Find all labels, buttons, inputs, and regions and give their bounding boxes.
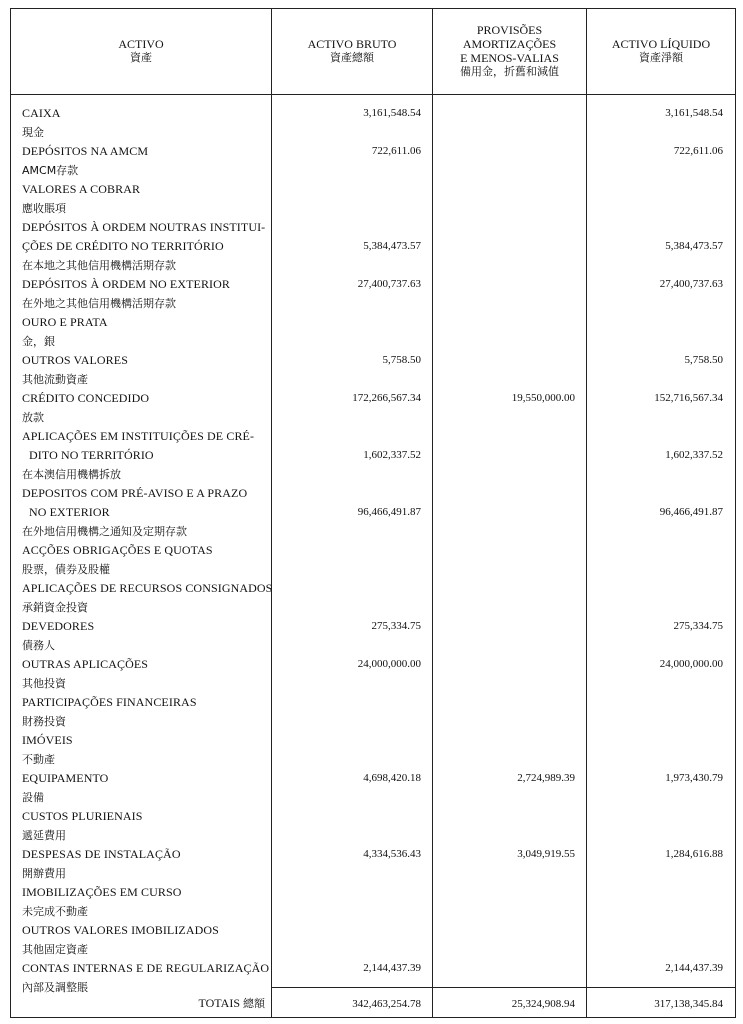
row-label-zh: 現金	[22, 126, 44, 139]
row-label-pt: DEVEDORES	[22, 619, 95, 633]
row-label	[22, 579, 273, 617]
row-provisoes: 3,049,919.55	[517, 848, 575, 860]
row-label-zh: 不動產	[22, 753, 55, 766]
row-label-zh: 未完成不動產	[22, 905, 88, 918]
row-label-zh: 在外地信用機構之通知及定期存款	[22, 525, 187, 538]
row-label	[22, 180, 270, 218]
table-row	[0, 617, 743, 655]
row-label-zh: 放款	[22, 411, 44, 424]
row-activo-liquido: 152,716,567.34	[654, 392, 723, 404]
row-label-pt: PARTICIPAÇÕES FINANCEIRAS	[22, 695, 197, 709]
header-prov-pt-2: AMORTIZAÇÕES	[462, 37, 557, 51]
row-label-pt: VALORES A COBRAR	[22, 182, 141, 196]
row-label-pt: DITO NO TERRITÓRIO	[29, 448, 154, 462]
table-border-bottom	[10, 1017, 736, 1018]
row-label	[22, 541, 270, 579]
row-activo-liquido: 5,758.50	[684, 354, 723, 366]
table-row	[0, 845, 743, 883]
table-row	[0, 731, 743, 769]
row-activo-bruto: 24,000,000.00	[357, 658, 421, 670]
row-activo-bruto: 4,334,536.43	[363, 848, 421, 860]
row-label	[22, 218, 270, 275]
row-activo-bruto: 172,266,567.34	[352, 392, 421, 404]
header-liquido-pt: ACTIVO LÍQUIDO	[611, 37, 711, 51]
row-label-pt: ÇÕES DE CRÉDITO NO TERRITÓRIO	[22, 239, 224, 253]
row-label-pt: NO EXTERIOR	[29, 505, 110, 519]
header-bruto-pt: ACTIVO BRUTO	[307, 37, 397, 51]
row-activo-liquido: 96,466,491.87	[659, 506, 723, 518]
header-liquido-zh: 資產淨額	[639, 51, 683, 64]
row-label-pt: DEPÓSITOS À ORDEM NO EXTERIOR	[22, 277, 231, 291]
row-label-pt: OUTRAS APLICAÇÕES	[22, 657, 149, 671]
row-label-zh: 開辦費用	[22, 867, 66, 880]
row-label	[22, 655, 270, 693]
row-label	[22, 484, 270, 541]
row-label-zh: 債務人	[22, 639, 55, 652]
header-activo-zh: 資產	[130, 51, 152, 64]
row-provisoes: 2,724,989.39	[517, 772, 575, 784]
row-activo-bruto: 96,466,491.87	[357, 506, 421, 518]
row-activo-liquido: 275,334.75	[673, 620, 723, 632]
row-label	[22, 104, 270, 142]
table-row	[0, 579, 743, 617]
row-label-pt: APLICAÇÕES EM INSTITUIÇÕES DE CRÉ-	[22, 429, 255, 443]
header-activo	[11, 10, 271, 92]
row-label-pt: DEPÓSITOS À ORDEM NOUTRAS INSTITUI-	[22, 220, 266, 234]
row-label-zh: 其他流動資產	[22, 373, 88, 386]
header-prov-zh: 備用金，折舊和減值	[460, 65, 559, 78]
row-label-zh: 其他投資	[22, 677, 66, 690]
row-label-zh: 設備	[22, 791, 44, 804]
row-activo-bruto: 5,758.50	[382, 354, 421, 366]
table-row	[0, 427, 743, 484]
row-label-zh: 應收賬項	[22, 202, 66, 215]
table-row	[0, 484, 743, 541]
row-label-pt: DEPOSITOS COM PRÉ-AVISO E A PRAZO	[22, 486, 248, 500]
row-label-pt: CONTAS INTERNAS E DE REGULARIZAÇÃO	[22, 961, 270, 975]
row-label	[22, 351, 270, 389]
table-row	[0, 275, 743, 313]
row-label	[22, 845, 270, 883]
table-row	[0, 883, 743, 921]
table-row	[0, 541, 743, 579]
row-label-pt: OURO E PRATA	[22, 315, 108, 329]
totals-label-pt: TOTAIS	[198, 996, 240, 1010]
row-activo-liquido: 5,384,473.57	[665, 240, 723, 252]
row-label	[22, 883, 270, 921]
row-label-pt: IMÓVEIS	[22, 733, 73, 747]
row-label-zh: 財務投資	[22, 715, 66, 728]
row-label-zh: 內部及調整賬	[22, 981, 88, 994]
table-border-top	[10, 8, 736, 9]
row-label	[22, 142, 270, 180]
row-label-zh: 承銷資金投資	[22, 601, 88, 614]
row-activo-liquido: 1,284,616.88	[665, 848, 723, 860]
row-label	[22, 275, 270, 313]
row-label-pt: OUTROS VALORES IMOBILIZADOS	[22, 923, 219, 937]
row-label-zh: 金，銀	[22, 335, 55, 348]
header-divider	[10, 94, 736, 95]
header-activo-bruto	[272, 10, 432, 92]
row-label-pt: CAIXA	[22, 106, 61, 120]
row-activo-bruto: 5,384,473.57	[363, 240, 421, 252]
header-activo-liquido	[587, 10, 735, 92]
table-row	[0, 104, 743, 142]
row-provisoes: 19,550,000.00	[511, 392, 575, 404]
table-row	[0, 655, 743, 693]
row-activo-liquido: 722,611.06	[673, 145, 723, 157]
row-label-pt: EQUIPAMENTO	[22, 771, 109, 785]
row-activo-liquido: 24,000,000.00	[659, 658, 723, 670]
totals-label	[199, 995, 265, 1011]
totals-provisoes: 25,324,908.94	[511, 998, 575, 1010]
table-row	[0, 142, 743, 180]
row-label-pt: CRÉDITO CONCEDIDO	[22, 391, 150, 405]
totals-label-zh: 總額	[243, 997, 265, 1010]
totals-activo-bruto: 342,463,254.78	[352, 998, 421, 1010]
row-label-pt: ACÇÕES OBRIGAÇÕES E QUOTAS	[22, 543, 213, 557]
table-row	[0, 389, 743, 427]
row-activo-bruto: 2,144,437.39	[363, 962, 421, 974]
row-label	[22, 389, 270, 427]
row-label	[22, 427, 270, 484]
row-activo-liquido: 2,144,437.39	[665, 962, 723, 974]
row-label-zh: 遞延費用	[22, 829, 66, 842]
row-label	[22, 313, 270, 351]
row-label	[22, 693, 270, 731]
row-activo-liquido: 1,973,430.79	[665, 772, 723, 784]
row-activo-bruto: 275,334.75	[371, 620, 421, 632]
table-row	[0, 313, 743, 351]
row-label-pt: APLICAÇÕES DE RECURSOS CONSIGNADOS	[22, 581, 273, 595]
header-provisoes	[433, 10, 586, 92]
table-row	[0, 218, 743, 275]
header-prov-pt-3: E MENOS-VALIAS	[460, 51, 559, 65]
row-label-zh: 其他固定資產	[22, 943, 88, 956]
row-label-pt: DEPÓSITOS NA AMCM	[22, 144, 149, 158]
row-label-zh: 在外地之其他信用機構活期存款	[22, 297, 176, 310]
header-bruto-zh: 資產總額	[330, 51, 374, 64]
row-activo-liquido: 1,602,337.52	[665, 449, 723, 461]
row-label	[22, 617, 270, 655]
row-label-pt: OUTROS VALORES	[22, 353, 128, 367]
totals-activo-liquido: 317,138,345.84	[654, 998, 723, 1010]
row-label-pt: CUSTOS PLURIENAIS	[22, 809, 143, 823]
table-row	[0, 180, 743, 218]
row-activo-liquido: 3,161,548.54	[665, 107, 723, 119]
table-row	[0, 693, 743, 731]
row-label-zh: AMCM存款	[22, 164, 79, 177]
header-activo-pt: ACTIVO	[118, 37, 164, 51]
header-prov-pt-1: PROVISÕES	[476, 23, 543, 37]
row-label-pt: DESPESAS DE INSTALAÇÃO	[22, 847, 181, 861]
row-label-zh: 股票，債券及股權	[22, 563, 110, 576]
row-label-zh: 在本澳信用機構拆放	[22, 468, 121, 481]
row-activo-liquido: 27,400,737.63	[659, 278, 723, 290]
totals-row	[0, 988, 743, 1016]
table-row	[0, 769, 743, 807]
row-label-pt: IMOBILIZAÇÕES EM CURSO	[22, 885, 182, 899]
row-activo-bruto: 1,602,337.52	[363, 449, 421, 461]
row-activo-bruto: 722,611.06	[371, 145, 421, 157]
row-activo-bruto: 3,161,548.54	[363, 107, 421, 119]
row-label	[22, 921, 270, 959]
row-label	[22, 807, 270, 845]
row-label-zh: 在本地之其他信用機構活期存款	[22, 259, 176, 272]
row-activo-bruto: 27,400,737.63	[357, 278, 421, 290]
row-activo-bruto: 4,698,420.18	[363, 772, 421, 784]
table-row	[0, 921, 743, 959]
row-label	[22, 769, 270, 807]
table-row	[0, 351, 743, 389]
table-row	[0, 807, 743, 845]
row-label	[22, 731, 270, 769]
